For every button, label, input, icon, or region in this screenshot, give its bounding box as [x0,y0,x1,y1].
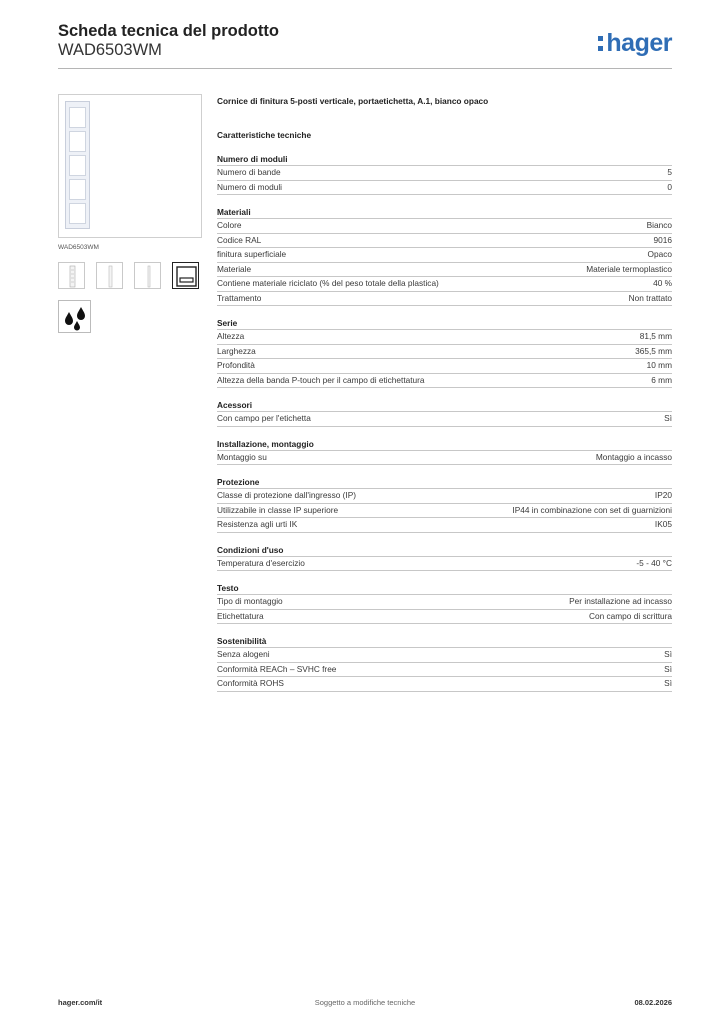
section-title: Protezione [217,477,672,489]
spec-row [217,374,672,389]
section-title: Sostenibilità [217,636,672,648]
label-holder-icon[interactable] [172,262,199,289]
spec-value: Sì [664,649,672,659]
spec-value: Bianco [646,220,672,230]
water-drops-icon [58,300,91,333]
spec-label: Montaggio su [217,451,267,462]
spec-row [217,234,672,249]
spec-label: Con campo per l'etichetta [217,413,311,423]
spec-value: 6 mm [651,374,672,385]
spec-label: Profondità [217,360,255,370]
spec-row [217,610,672,625]
spec-label: Contiene materiale riciclato (% del peso totale della plastica) [217,278,439,288]
spec-row [217,181,672,196]
spec-value: 10 mm [646,360,672,370]
spec-row [217,518,672,533]
product-image [58,94,202,238]
spec-label: Etichettatura [217,610,264,621]
spec-row [217,263,672,278]
frame-front-thumbnail[interactable] [58,262,85,289]
spec-value: Sì [664,413,672,423]
spec-row [217,219,672,234]
spec-label: Tipo di montaggio [217,596,283,606]
frame-side-thumbnail[interactable] [96,262,123,289]
page-footer [58,998,672,1010]
spec-label: Colore [217,220,242,230]
spec-row [217,330,672,345]
footer-date: 08.02.2026 [634,998,672,1007]
spec-value: Sì [664,663,672,674]
spec-section [217,545,672,572]
spec-label: Classe di protezione dall'ingresso (IP) [217,490,357,500]
section-title: Numero di moduli [217,154,672,166]
spec-row [217,292,672,307]
spec-row [217,595,672,610]
spec-value: Non trattato [628,292,672,303]
spec-value: Con campo di scrittura [588,610,672,621]
spec-row [217,504,672,519]
spec-row [217,557,672,572]
spec-row [217,677,672,692]
header-divider [58,68,672,69]
spec-row [217,166,672,181]
footer-notice: Soggetto a modifiche tecniche [314,998,416,1007]
image-caption: WAD6503WM [58,244,99,251]
specs-heading: Caratteristiche tecniche [217,130,312,140]
spec-value: IP44 in combinazione con set di guarnizioni [512,504,672,515]
spec-value: 5 [667,167,672,177]
logo-text: hager [606,29,672,57]
spec-label: finitura superficiale [217,249,287,259]
spec-label: Temperatura d'esercizio [217,557,305,568]
spec-row [217,663,672,678]
spec-label: Materiale [217,263,252,274]
hager-logo [598,30,672,56]
section-title: Installazione, montaggio [217,439,672,451]
spec-value: 81,5 mm [639,331,672,341]
frame-back-thumbnail[interactable] [134,262,161,289]
logo-colon-icon [598,34,603,54]
spec-value: 40 % [653,278,672,288]
spec-value: 9016 [653,234,672,245]
specifications [217,96,672,692]
spec-row [217,648,672,663]
spec-row [217,248,672,263]
frame-illustration [65,101,90,229]
spec-section [217,154,672,195]
spec-section [217,439,672,466]
spec-section [217,583,672,624]
spec-value: Montaggio a incasso [595,451,672,462]
spec-row [217,412,672,427]
spec-section [217,636,672,692]
spec-row [217,359,672,374]
spec-label: Numero di moduli [217,181,283,192]
spec-label: Altezza della banda P-touch per il campo di etichettatura [217,374,425,385]
spec-value: Materiale termoplastico [586,263,672,274]
spec-label: Senza alogeni [217,649,270,659]
spec-label: Numero di bande [217,167,281,177]
section-title: Condizioni d'uso [217,545,672,557]
spec-section [217,477,672,533]
spec-section [217,207,672,306]
spec-label: Codice RAL [217,234,262,245]
section-title: Serie [217,318,672,330]
spec-label: Conformità REACh – SVHC free [217,663,337,674]
product-description: Cornice di finitura 5-posti verticale, portaetichetta, A.1, bianco opaco [217,96,489,106]
spec-value: 365,5 mm [635,345,672,356]
footer-website-link[interactable]: hager.com/it [58,998,103,1007]
spec-row [217,489,672,504]
spec-section [217,400,672,427]
page-title: Scheda tecnica del prodotto [58,22,279,40]
spec-label: Altezza [217,331,245,341]
spec-label: Conformità ROHS [217,678,284,688]
spec-label: Larghezza [217,345,256,356]
spec-label: Trattamento [217,292,262,303]
spec-label: Resistenza agli urti IK [217,519,298,529]
spec-value: Opaco [647,249,672,259]
spec-sections [217,154,672,692]
section-title: Materiali [217,207,672,219]
spec-value: -5 - 40 °C [636,557,672,568]
spec-value: IP20 [654,490,672,500]
spec-value: Sì [664,678,672,688]
spec-row [217,345,672,360]
product-code: WAD6503WM [58,41,162,59]
page-header [58,22,672,70]
spec-value: 0 [667,181,672,192]
spec-value: Per installazione ad incasso [569,596,672,606]
section-title: Acessori [217,400,672,412]
spec-label: Utilizzabile in classe IP superiore [217,504,339,515]
spec-row [217,277,672,292]
spec-section [217,318,672,388]
spec-row [217,451,672,466]
section-title: Testo [217,583,672,595]
spec-value: IK05 [654,519,672,529]
